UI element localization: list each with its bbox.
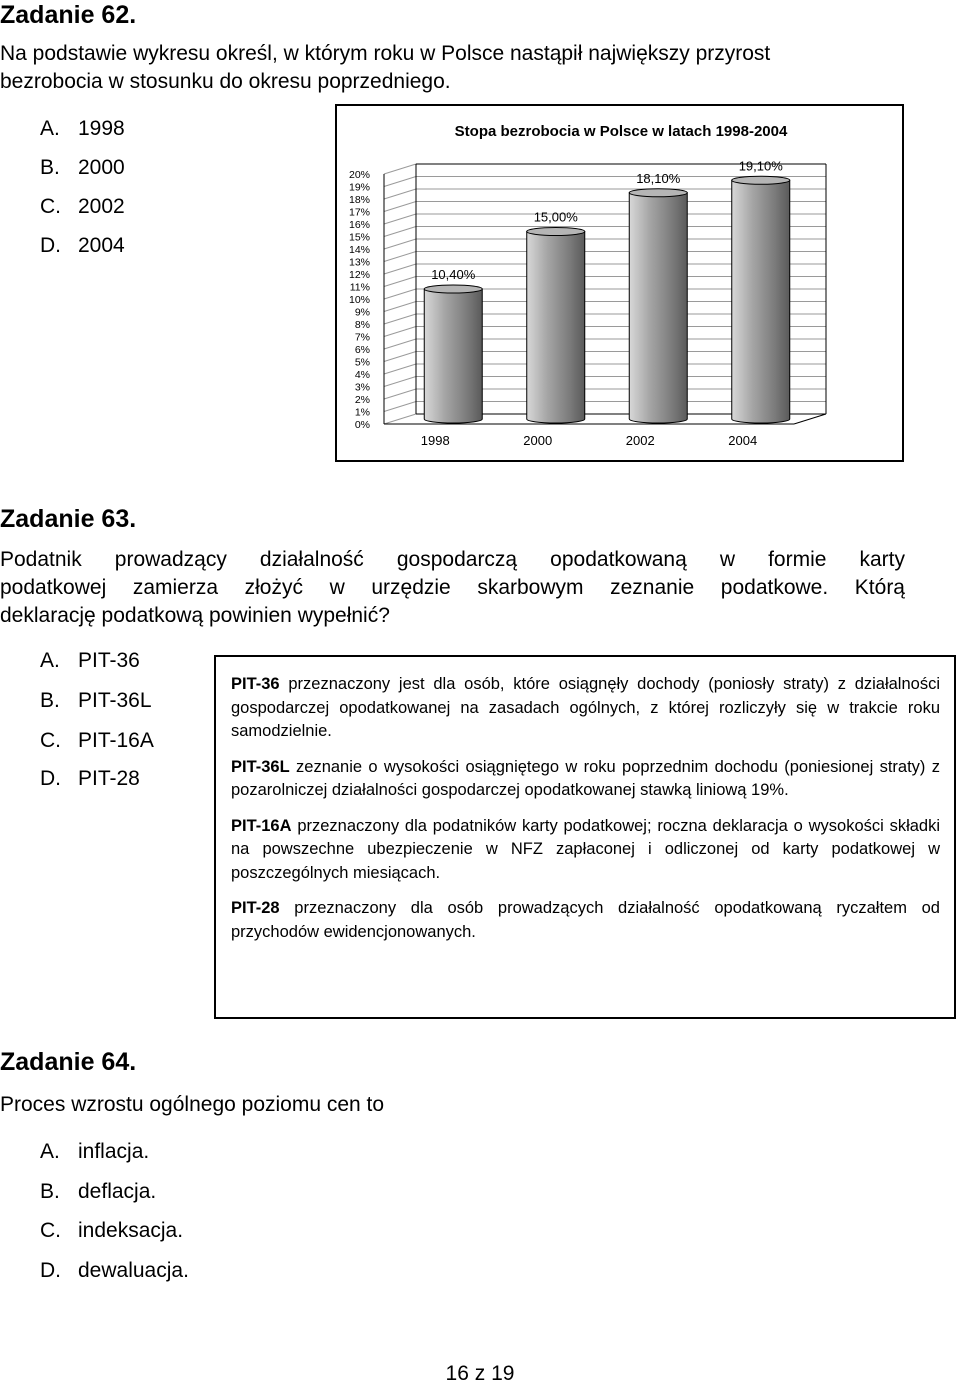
y-tick-label: 2% [354,394,370,406]
info-term: PIT-16A [231,816,292,835]
chart-title: Stopa bezrobocia w Polsce w latach 1998-2004 [454,123,788,140]
task-64-option-d [40,1256,189,1285]
bar-1998 [424,289,482,423]
option-letter: C. [40,729,61,752]
task-63-option-b [40,686,152,715]
option-text: PIT-36L [78,689,152,712]
task-64-option-a [40,1137,149,1166]
option-text: 1998 [78,117,125,140]
data-label: 19,10% [738,158,783,174]
y-tick-label: 12% [348,269,370,281]
bar-top-2000 [527,228,585,236]
task-62-option-d [40,231,125,260]
task-63-option-c [40,726,154,755]
y-axis-ticks [349,169,370,431]
y-tick-label: 16% [348,219,370,231]
option-letter: D. [40,767,61,790]
bar-2002 [629,193,687,423]
task-63-heading: Zadanie 63. [0,505,137,533]
gridline-side [384,414,416,424]
task-64-question: Proces wzrostu ogólnego poziomu cen to [0,1093,385,1116]
option-letter: C. [40,195,61,218]
task-63-question-line-2: podatkowej zamierza złożyć w urzędzie skarbowym zeznanie podatkowe. Którą [0,576,905,599]
gridline-side [384,189,416,199]
gridline-side [384,389,416,399]
y-tick-label: 18% [348,194,370,206]
option-text: PIT-16A [78,729,154,752]
option-text: dewaluacja. [78,1259,189,1282]
task-62-heading: Zadanie 62. [0,1,137,29]
task-62-option-c [40,192,125,221]
y-tick-label: 6% [354,344,370,356]
info-text: zeznanie o wysokości osiągniętego w roku poprzednim dochodu (poniesionej straty) z pozarolniczej działalności gospodarczej opodatkowanej stawką liniową 19%. [231,757,940,799]
gridline-side [384,164,416,174]
task-62-option-b [40,153,125,182]
option-text: inflacja. [78,1140,150,1163]
info-text: przeznaczony dla osób prowadzących działalność opodatkowaną ryczałtem od przychodów ewidencjonowanych. [231,899,940,941]
task-62-question-line-1: Na podstawie wykresu określ, w którym roku w Polsce nastąpił największy przyrost [0,42,771,65]
bar-top-2004 [732,176,790,184]
info-term: PIT-36 [231,675,280,693]
gridline-side [384,239,416,249]
chart-bars [424,176,790,423]
gridline-side [384,202,416,212]
option-letter: D. [40,1259,61,1282]
floor-right-edge [794,414,826,424]
task-64-option-c [40,1216,183,1245]
gridline-side [384,214,416,224]
gridline-side [384,364,416,374]
pit-info-box [214,655,956,1019]
y-tick-label: 1% [354,406,370,419]
task-62-question-line-2: bezrobocia w stosunku do okresu poprzedniego. [0,70,451,93]
task-64-heading: Zadanie 64. [0,1048,137,1076]
option-text: 2000 [78,156,125,179]
info-term: PIT-36L [231,757,290,776]
task-63-question-line-3: deklarację podatkową powinien wypełnić? [0,604,390,627]
info-pit-16a [231,815,940,886]
gridline-side [384,402,416,412]
info-text: przeznaczony dla podatników karty podatkowej; roczna deklaracja o wysokości składki na powszechne ubezpieczenie w NFZ zapłaconej i odliczonej od karty podatkowej w poszczególnych miesiącach. [231,816,940,882]
option-text: PIT-36 [78,649,140,672]
option-letter: A. [40,649,60,672]
x-tick-label: 2004 [728,433,758,448]
y-tick-label: 17% [348,206,370,219]
page-number: 16 z 19 [445,1362,515,1385]
task-63-option-d [40,764,140,793]
option-text: 2004 [78,234,125,257]
y-tick-label: 9% [354,306,370,319]
info-term: PIT-28 [231,899,280,917]
data-label: 18,10% [636,170,681,186]
y-tick-label: 8% [354,319,370,331]
option-text: indeksacja. [78,1219,184,1242]
gridline-side [384,227,416,237]
x-axis-labels [421,433,757,448]
y-tick-label: 13% [348,256,370,269]
gridline-side [384,264,416,274]
chart-svg [337,106,902,460]
gridline-side [384,314,416,324]
y-tick-label: 15% [348,231,370,244]
task-63-option-a [40,646,140,675]
gridline-side [384,277,416,287]
y-tick-label: 11% [349,281,370,294]
info-text: przeznaczony jest dla osób, które osiągnęły dochody (poniosły straty) z działalności gospodarczej opodatkowanej na zasadach ogólnych, z której rozliczyły się w trakcie roku samodzielnie. [231,675,940,740]
y-tick-label: 3% [354,381,370,394]
gridline-side [384,377,416,387]
y-tick-label: 20% [348,169,370,181]
task-62-option-a [40,114,125,143]
unemployment-chart [335,104,904,462]
x-tick-label: 1998 [420,433,450,448]
option-letter: A. [40,117,60,140]
option-text: PIT-28 [78,767,140,790]
y-tick-label: 10% [348,294,370,306]
gridline-side [384,327,416,337]
gridline-side [384,177,416,187]
gridline-side [384,289,416,299]
gridline-side [384,339,416,349]
y-tick-label: 4% [354,369,370,381]
y-tick-label: 19% [348,181,370,194]
x-tick-label: 2000 [523,433,553,448]
y-tick-label: 5% [354,356,370,369]
x-tick-label: 2002 [625,433,655,448]
option-letter: B. [40,1180,60,1203]
bar-2000 [527,232,585,424]
gridline-side [384,302,416,312]
gridline-side [384,252,416,262]
gridline-side [384,352,416,362]
bar-2004 [732,180,790,423]
option-letter: D. [40,234,61,257]
bar-top-2002 [629,189,687,197]
data-label: 10,40% [431,267,476,282]
bar-top-1998 [424,285,482,293]
y-tick-label: 14% [348,244,370,256]
data-label: 15,00% [533,209,578,225]
task-63-question-line-1: Podatnik prowadzący działalność gospodarczą opodatkowaną w formie karty [0,548,905,571]
option-letter: A. [40,1140,60,1163]
info-pit-36l [231,756,940,803]
info-pit-36 [231,673,940,744]
option-letter: C. [40,1219,61,1242]
option-letter: B. [40,689,60,712]
y-tick-label: 7% [354,331,370,344]
option-letter: B. [40,156,60,179]
task-64-option-b [40,1177,156,1206]
info-pit-28 [231,897,940,944]
y-tick-label: 0% [354,419,370,431]
option-text: deflacja. [78,1180,157,1203]
option-text: 2002 [78,195,125,218]
